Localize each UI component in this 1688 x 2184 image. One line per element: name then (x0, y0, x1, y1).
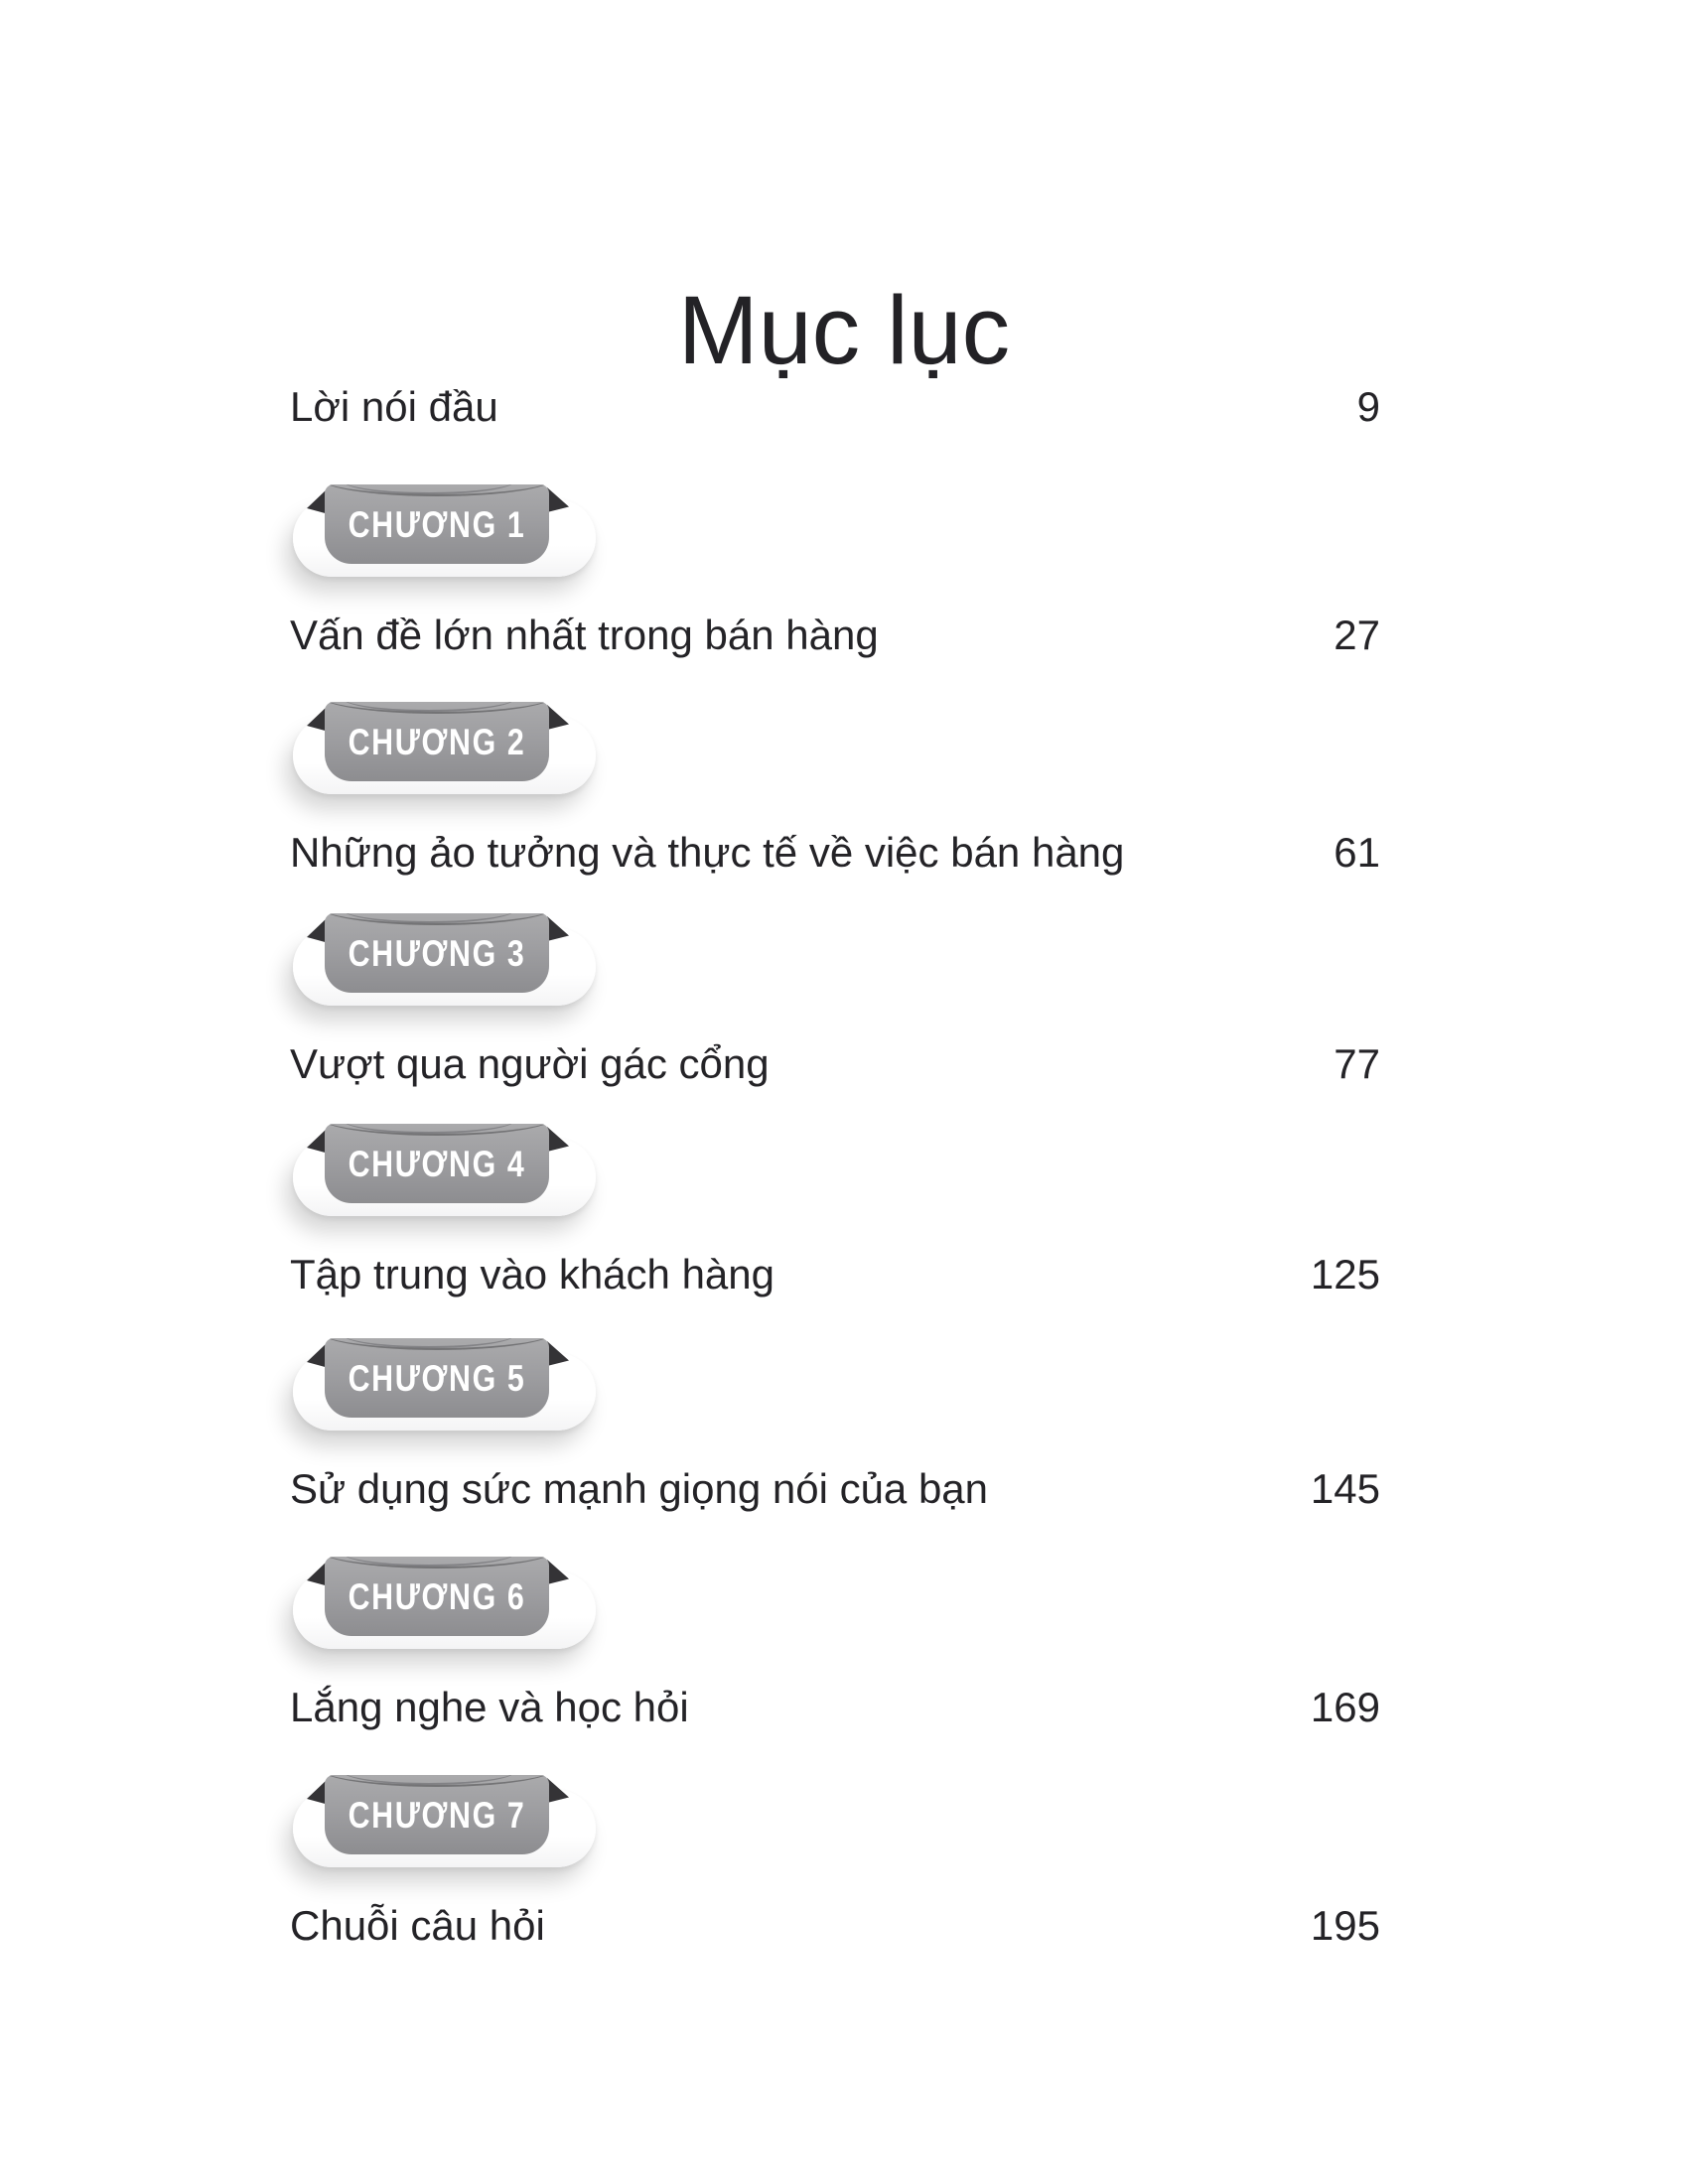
chapter-badge (293, 913, 603, 1021)
toc-entry-page-number: 169 (1310, 1684, 1380, 1730)
chapter-badge-label: CHƯƠNG 1 (348, 504, 526, 545)
toc-entry-page-number: 125 (1310, 1251, 1380, 1297)
toc-entry-page-number: 9 (1356, 383, 1380, 430)
toc-chapter-section (0, 702, 1688, 900)
toc-entry-title: Vượt qua người gác cổng (290, 1040, 770, 1087)
toc-entry-title: Tập trung vào khách hàng (290, 1251, 775, 1297)
chapter-badge-label: CHƯƠNG 6 (348, 1576, 526, 1617)
toc-entry-front-matter (290, 375, 1380, 439)
page-title: Mục lục (677, 275, 1011, 384)
toc-chapter-section (0, 1124, 1688, 1322)
chapter-badge (293, 484, 603, 592)
toc-chapter-section (0, 484, 1688, 683)
toc-entry-title: Vấn đề lớn nhất trong bán hàng (290, 612, 879, 658)
toc-entry-title: Chuỗi câu hỏi (290, 1902, 545, 1949)
chapter-badge (293, 1775, 603, 1882)
toc-entry-page-number: 145 (1310, 1465, 1380, 1512)
toc-entry-title: Lời nói đầu (290, 383, 498, 430)
chapter-badge-label: CHƯƠNG 3 (348, 933, 526, 974)
badge-ribbon (325, 913, 549, 993)
toc-entry (290, 604, 1380, 667)
toc-entry-page-number: 77 (1334, 1040, 1380, 1087)
chapter-badge-label: CHƯƠNG 2 (348, 722, 526, 762)
badge-ribbon (325, 1557, 549, 1636)
toc-entry-title: Những ảo tưởng và thực tế về việc bán hàng (290, 829, 1125, 876)
toc-chapter-section (0, 913, 1688, 1112)
chapter-badge (293, 702, 603, 809)
toc-entry-title: Sử dụng sức mạnh giọng nói của bạn (290, 1465, 989, 1512)
chapter-badge (293, 1338, 603, 1445)
toc-entry-page-number: 27 (1334, 612, 1380, 658)
chapter-badge-label: CHƯƠNG 5 (348, 1358, 526, 1399)
chapter-badge-label: CHƯƠNG 7 (348, 1795, 526, 1836)
badge-ribbon (325, 702, 549, 781)
chapter-badge (293, 1557, 603, 1664)
chapter-badge (293, 1124, 603, 1231)
toc-chapter-section (0, 1557, 1688, 1755)
chapter-badge-label: CHƯƠNG 4 (348, 1144, 526, 1184)
toc-entry (290, 821, 1380, 885)
toc-entry-page-number: 61 (1334, 829, 1380, 876)
toc-entry (290, 1032, 1380, 1096)
badge-ribbon (325, 484, 549, 564)
toc-chapter-section (0, 1338, 1688, 1537)
toc-chapter-section (0, 1775, 1688, 1974)
toc-entry (290, 1457, 1380, 1521)
badge-ribbon (325, 1124, 549, 1203)
badge-ribbon (325, 1338, 549, 1418)
toc-entry-title: Lắng nghe và học hỏi (290, 1684, 689, 1730)
badge-ribbon (325, 1775, 549, 1854)
toc-entry (290, 1676, 1380, 1739)
toc-entry (290, 1894, 1380, 1958)
toc-entry-page-number: 195 (1310, 1902, 1380, 1949)
toc-entry (290, 1243, 1380, 1306)
